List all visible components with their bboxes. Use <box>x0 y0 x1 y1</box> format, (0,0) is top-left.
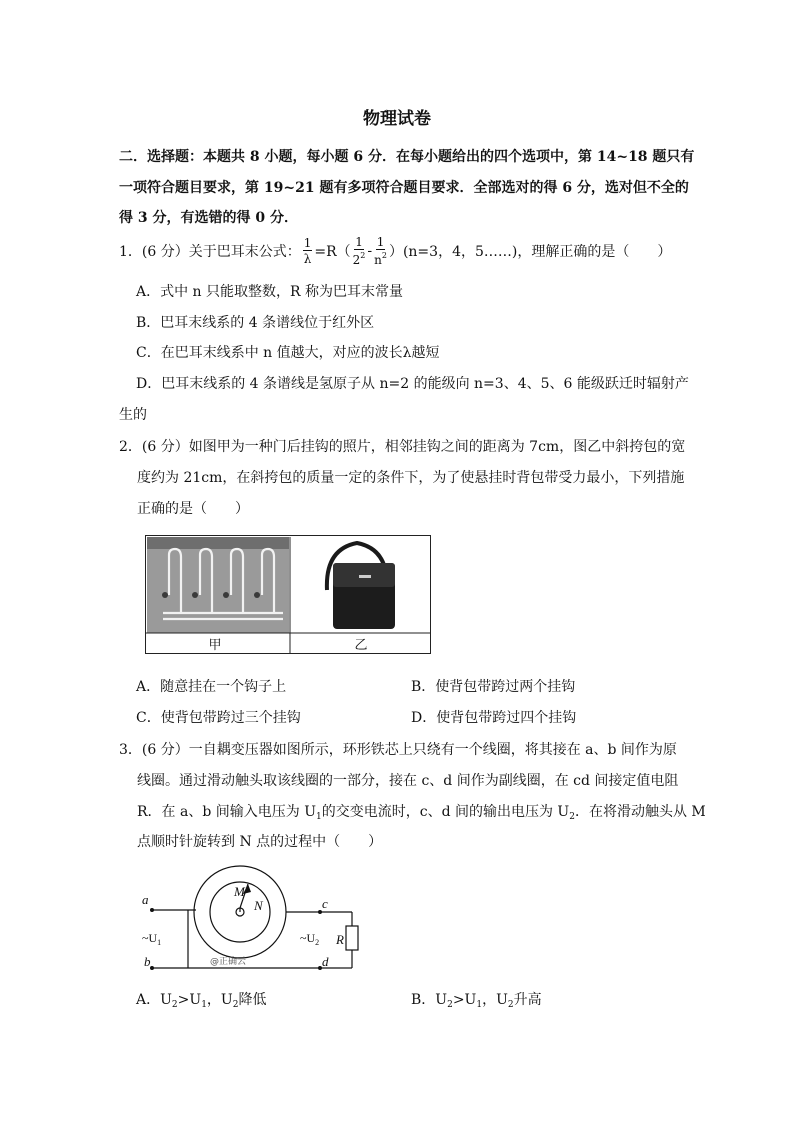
q1-fraction-2: $\frac{1}{2^2}$ <box>352 235 366 267</box>
terminal-d-label: d <box>322 954 329 969</box>
label-yi: 乙 <box>354 638 368 653</box>
q3-option-b[interactable]: B．$U_2>U_1$，$U_2$升高 <box>411 992 542 1010</box>
question-1-stem <box>119 233 671 269</box>
resistor-r-label: R <box>336 932 344 947</box>
q1-option-b[interactable]: B．巴耳末线系的 4 条谱线位于红外区 <box>136 315 375 331</box>
watermark: @正确云 <box>210 957 247 967</box>
question-3-line2: 线圈。通过滑动触头取该线圈的一部分，接在 c、d 间作为副线圈，在 cd 间接定值电阻 <box>137 773 679 789</box>
terminal-b-label: b <box>144 954 151 969</box>
terminal-a-label: a <box>142 892 149 907</box>
question-2-line2: 度约为 21cm，在斜挎包的质量一定的条件下，为了使悬挂时背包带受力最小，下列措施 <box>137 470 685 486</box>
q3-transformer-diagram <box>140 862 370 980</box>
section-instructions-line2: 一项符合题目要求，第 19~21 题有多项符合题目要求．全部选对的得 6 分，选对但不全的 <box>119 180 689 196</box>
question-3-line1: 3．(6 分）一自耦变压器如图所示，环形铁芯上只绕有一个线圈，将其接在 a、b 间作为原 <box>119 742 677 758</box>
q2-option-b[interactable]: B．使背包带跨过两个挂钩 <box>411 679 576 695</box>
u1-label: $\sim U_1$ <box>142 931 162 947</box>
q1-equals-r: =R（ <box>314 244 351 260</box>
question-3-line4: 点顺时针旋转到 N 点的过程中（ ） <box>137 834 383 850</box>
slider-n-label: N <box>254 898 263 913</box>
question-3-line3: R．在 a、b 间输入电压为 $U_1$的交变电流时，c、d 间的输出电压为 $U_2$．在将滑动触头从 M <box>137 804 706 822</box>
section-instructions-line3: 得 3 分，有选错的得 0 分． <box>119 210 298 226</box>
page-title: 物理试卷 <box>363 109 431 129</box>
section-instructions-line1: 二．选择题：本题共 8 小题，每小题 6 分．在每小题给出的四个选项中，第 14~18 题只有 <box>119 149 695 165</box>
q2-option-a[interactable]: A．随意挂在一个钩子上 <box>136 679 287 695</box>
q1-option-c[interactable]: C．在巴耳末线系中 n 值越大，对应的波长λ越短 <box>136 345 440 361</box>
door-hook-photo <box>147 537 289 633</box>
q2-option-d[interactable]: D．使背包带跨过四个挂钩 <box>411 710 577 726</box>
terminal-c-label: c <box>322 896 328 911</box>
q1-fraction-1: $\frac{1}{\lambda}$ <box>303 236 312 266</box>
q2-figure-photos <box>145 535 431 655</box>
q1-minus: - <box>367 243 373 259</box>
label-jia: 甲 <box>208 638 222 653</box>
q1-option-d-cont: 生的 <box>119 407 147 423</box>
question-2-line1: 2．(6 分）如图甲为一种门后挂钩的照片，相邻挂钩之间的距离为 7cm，图乙中斜挎包的宽 <box>119 439 686 455</box>
q1-fraction-3: $\frac{1}{n^2}$ <box>374 235 387 267</box>
q2-option-c[interactable]: C．使背包带跨过三个挂钩 <box>136 710 301 726</box>
q1-prefix: 1．(6 分）关于巴耳末公式： <box>119 244 301 260</box>
q3-option-a[interactable]: A．$U_2>U_1$，$U_2$降低 <box>136 992 267 1010</box>
q1-suffix: ）(n=3，4，5……)，理解正确的是（ ） <box>388 244 672 260</box>
q1-option-d[interactable]: D．巴耳末线系的 4 条谱线是氢原子从 n=2 的能级向 n=3、4、5、6 能级跃迁时辐射产 <box>136 376 689 392</box>
u2-label: $\sim U_2$ <box>300 931 320 947</box>
slider-m-label: M <box>234 884 245 899</box>
q1-option-a[interactable]: A．式中 n 只能取整数，R 称为巴耳末常量 <box>136 284 404 300</box>
question-2-line3: 正确的是（ ） <box>137 501 249 517</box>
